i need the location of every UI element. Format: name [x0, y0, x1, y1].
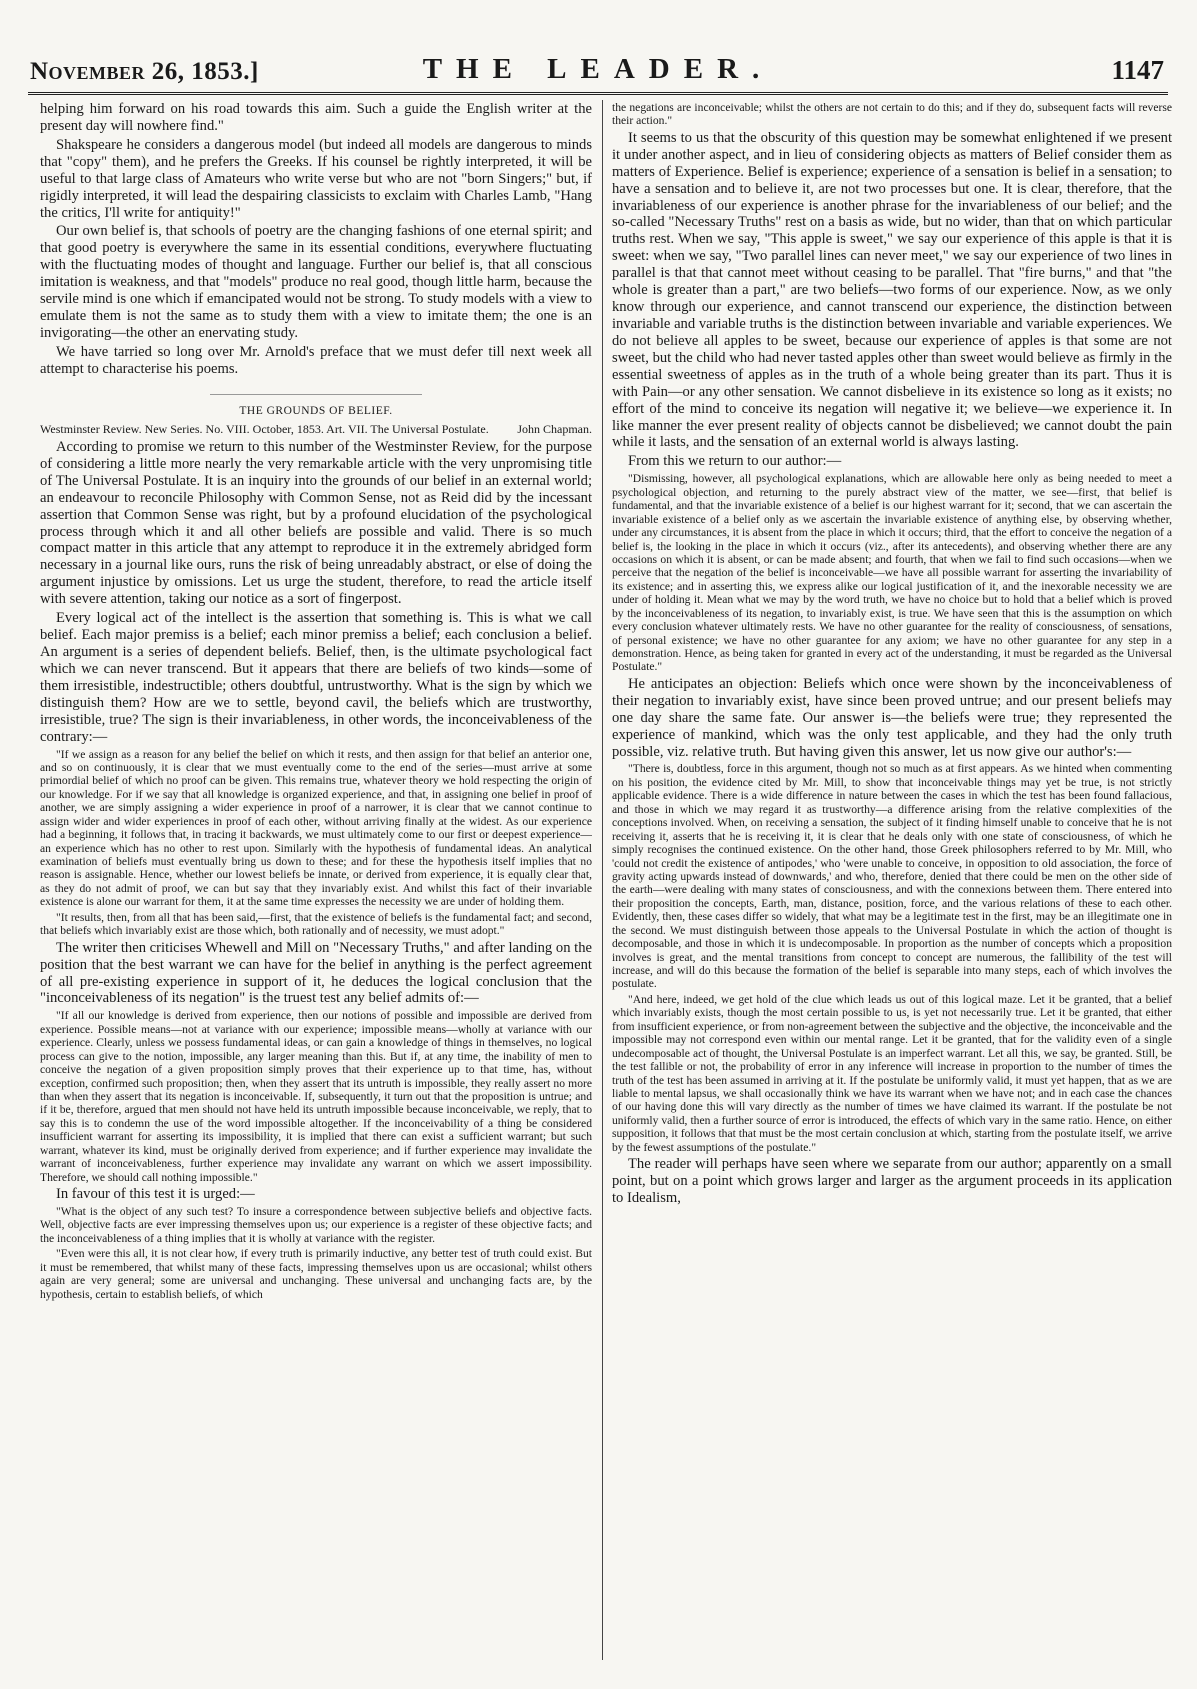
paragraph: We have tarried so long over Mr. Arnold's preface that we must defer till next week all attempt to characterise his poems.	[40, 343, 592, 377]
newspaper-title: THE LEADER.	[422, 53, 774, 85]
paragraph: From this we return to our author:—	[628, 453, 842, 470]
page-number: 1147	[1111, 55, 1164, 85]
quotation: the negations are inconceivable; whilst the others are not certain to do this; and if they do, subsequent facts will reverse their action."	[612, 101, 1172, 128]
paragraph: It seems to us that the obscurity of this question may be somewhat enlightened if we present it under another aspect, and in lieu of considering objects as matters of Belief consider them as matters of Experience. Belief is experience; experience of a sensation is belief in a sensation; to have a sensation and to believe it, are not two processes but one. It is clear, therefore, that the invariableness of our experience is another phrase for the invariableness of our belief; and the so-called "Necessary Truths" rest on a basis as wide, but no wider, than that on which particular truths rest. When we say, "This apple is sweet," we say our experience of this apple is that it is sweet: when we say, "Two parallel lines can never meet," we say our experience of two lines in parallel is that that cannot meet without ceasing to be parallel. That "fire burns," and that "the whole is greater than a part," are two beliefs—two forms of our experience. Now, as we only know through our experience, and cannot transcend our experience, the distinction between invariable and variable truths is the distinction between invariable and variable experiences. We do not believe all apples to be sweet, because our experience of apples is that some are not sweet, but the child who had never tasted apples other than sweet would believe as firmly in the essential sweetness of apples as in the truth of a whole being greater than its part. Thus it is with Pain—or any other sensation. We cannot disbelieve in its existence so long as it exists; no effort of the mind to conceive its negation will negative it; we believe—we experience it. In like manner the ever present reality of objects cannot be disbelieved; we cannot doubt the pain while it lasts, and the sensation of an external world is always lasting.	[612, 129, 1172, 451]
issue-date: November 26, 1853.]	[30, 58, 259, 85]
paragraph: Our own belief is, that schools of poetry are the changing fashions of one eternal spirit; and that good poetry is everywhere the same in its essential conditions, everywhere fluctuating with the fluctuating modes of thought and language. Further our belief is, that all conscious imitation is weakness, and that "models" produce no real good, though little harm, because the servile mind is one which if emancipated would not be strong. To study models with a view to emulate them is not the same as to study them with a view to imitate them; the one is an invigorating—the other an enervating study.	[40, 223, 592, 341]
quotation: "Even were this all, it is not clear how, if every truth is primarily inductive, any better test of truth could exist. But it must be remembered, that whilst many of these facts, impressing themselves upon us are occasional; whilst others again are very general; some are universal and unchanging. These universal and unchanging facts are, by the hypothesis, certain to establish beliefs, of which	[40, 1247, 592, 1301]
paragraph: Every logical act of the intellect is the assertion that something is. This is what we call belief. Each major premiss is a belief; each minor premiss a belief; each conclusion a belief. An argument is a series of dependent beliefs. Belief, then, is the ultimate psychological fact which we can never transcend. But it appears that there are beliefs of two kinds—some of them irresistible, indestructible; others doubtful, untrustworthy. What is the sign by which we distinguish them? How are we to settle, beyond cavil, the beliefs which are trustworthy, irresistible, true? The sign is their invariableness, in other words, the inconceivableness of the contrary:—	[40, 610, 592, 745]
right-column	[612, 101, 1172, 1671]
paragraph: The writer then criticises Whewell and Mill on "Necessary Truths," and after landing on the position that the best warrant we can have for the belief in anything is the perfect agreement of all pre-existing experience in support of it, he deduces the logical conclusion that the "inconceivableness of its negation" is the truest test any belief admits of:—	[40, 939, 592, 1007]
quotation: "It results, then, from all that has been said,—first, that the existence of beliefs is the fundamental fact; and second, that beliefs which invariably exist are those which, both rationally and of necessity, we must adopt."	[40, 910, 592, 938]
paragraph: Shakspeare he considers a dangerous model (but indeed all models are dangerous to minds that "copy" them), and he prefers the Greeks. If his counsel be rightly interpreted, it will be useful to that large class of Amateurs who write verse but who are not "born Singers;" but, if rigidly interpreted, it will lead the despairing classicists to exclaim with Charles Lamb, "Hang the critics, I'll write for antiquity!"	[40, 136, 592, 221]
column-divider	[602, 100, 603, 1660]
quotation: "Dismissing, however, all psychological explanations, which are allowable here only as being needed to meet a psychological objection, and returning to the purely abstract view of the matter, we see—first, that belief is fundamental, and that the invariable existence of a belief is our highest warrant for it; second, that we can ascertain the invariable existence of a belief only as we ascertain the invariable existence of anything else, by observing whether, under any circumstances, it is absent from the place in which it occurs; third, that the effort to conceive the negation of a belief is, the looking in the place in which it occurs (viz., after its antecedents), and observing whether there are any occasions on which it is absent, or can be made absent; and fourth, that when we fail to find such occasions—when we perceive that the negation of the belief is inconceivable—we have all possible warrant for asserting the invariability of its existence; and in asserting this, we express alike our logical justification of it, and the inexorable necessity we are under of holding it. Mean what we may by the word truth, we have no choice but to hold that a belief which is proved by the inconceivableness of its negation, to invariably exist, is true. We have seen that this is the assumption on which every conclusion whatever ultimately rests. We have no other guarantee for the reality of consciousness, of sensations, of personal existence; we have no other guarantee for any axiom; we have no other guarantee for any step in a demonstration. Hence, as being taken for granted in every act of the understanding, it must be regarded as the Universal Postulate."	[612, 472, 1172, 674]
quotation: "And here, indeed, we get hold of the clue which leads us out of this logical maze. Let it be granted, that a belief which invariably exists, though the most certain possible to us, is yet not necessarily true. Let it be granted, that either from insufficient experience, or from non-agreement between the subjective and the objective, the inconceivable and the impossible may not correspond even within our mental range. Let it be granted, that for the validity even of a single undecomposable act of thought, the Universal Postulate is an imperfect warrant. Let all this, we say, be granted. Still, be the test fallible or not, the probability of error in any inference will increase in proportion to the number of times the truth of the test has been assumed in arriving at it. If the postulate be uniformly valid, it must yet happen, that as we are liable to mental lapsus, we shall occasionally think we have its warrant when we have not; and in each case the chances of our having done this will vary directly as the number of times we have claimed its warrant. If the postulate be not uniformly valid, then a further source of error is introduced, the effects of which vary in the same ratio. Hence, on either supposition, it follows that that must be the most certain conclusion at which, starting from the postulate itself, we arrive by the fewest assumptions of the postulate."	[612, 992, 1172, 1154]
paragraph: In favour of this test it is urged:—	[56, 1186, 255, 1203]
quotation: "If we assign as a reason for any belief the belief on which it rests, and then assign for that belief an anterior one, and so on continuously, it is clear that we must eventually come to the end of the series—must arrive at some primordial belief of which no proof can be given. This remains true, whatever theory we hold respecting the origin of our knowledge. For if we say that all knowledge is organized experience, and that, in assigning one belief in proof of another, we are simply assigning a wider experience in proof of a narrower, it is clear that we cannot continue to assign wider and wider experiences in proof of each other, without arriving finally at the widest. As our experience had a beginning, it follows that, in tracing it backwards, we must ultimately come to our first or deepest experience—an experience which has no other to rest upon. Similarly with the hypothesis of fundamental ideas. An analytical examination of beliefs must eventually bring us down to these; and for these the hypothesis itself implies that no reason is assignable. Hence, whether our lowest beliefs be innate, or derived from experience, it is equally clear that, as they do not admit of proof, we can but say that they invariably exist. And whilst this fact of their invariable existence is alone our warrant for them, it at the same time expresses the necessity we are under of holding them.	[40, 747, 592, 909]
left-column	[40, 101, 592, 1671]
quotation: "If all our knowledge is derived from experience, then our notions of possible and impossible are derived from experience. Possible means—not at variance with our experience; impossible means—wholly at variance with our experience. Clearly, unless we possess fundamental ideas, or can gain a knowledge of things in themselves, no logical process can give to the notion, impossible, any larger meaning than this. But if, at any time, the inability of men to conceive the negation of a given proposition simply proves that their experience up to that time, has, without exception, confirmed such proposition; then, when they assert that its untruth is impossible, they really assert no more than when they assert that its negation is inconceivable. If, subsequently, it turn out that the proposition is untrue; and if it be, therefore, argued that men should not have held its untruth impossible because inconceivable, we reply, that to say this is to condemn the use of the word impossible altogether. If the inconceivability of a thing be considered insufficient warrant for asserting its impossibility, it is implied that there can exist a sufficient warrant; but such warrant, whatever its kind, must be originally derived from experience; and if further experience may invalidate the warrant of inconceivableness, further experience may invalidate any warrant on which we assert impossibility. Therefore, we should call nothing impossible."	[40, 1009, 592, 1184]
quotation: "What is the object of any such test? To insure a correspondence between subjective beliefs and objective facts. Well, objective facts are ever impressing themselves upon us; our experience is a register of these objective facts; and the inconceivableness of a thing implies that it is wholly at variance with the register.	[40, 1204, 592, 1245]
paragraph: The reader will perhaps have seen where we separate from our author; apparently on a small point, but on a point which grows larger and larger as the argument proceeds in its application to Idealism,	[612, 1156, 1172, 1207]
quotation: "There is, doubtless, force in this argument, though not so much as at first appears. As we hinted when commenting on his position, the evidence cited by Mr. Mill, to show that inconceivable things may yet be true, is not strictly applicable evidence. There is a wide difference in nature between the cases in which the test has been found fallacious, and those in which we may regard it as trustworthy—a difference arising from the relative complexities of the conceptions involved. When, on receiving a sensation, the subject of it finding himself unable to conceive that he is not receiving it, asserts that he is receiving it, it is clear that he deals only with one state of consciousness, of which he simply recognises the continued existence. On the other hand, those Greek philosophers referred to by Mr. Mill, who 'could not credit the existence of antipodes,' who 'were unable to conceive, in opposition to old association, the force of gravity acting upwards instead of downwards,' and who, therefore, denied that there could be men on the other side of the earth—were dealing with many states of consciousness, and with the connexions between them. There entered into their proposition the concepts, Earth, man, distance, position, force, and the various relations of these to each other. Evidently, then, these cases differ so widely, that what may be a legitimate test in the first, may be an illegitimate one in the second. We must distinguish between those appeals to the Universal Postulate in which the action of thought is decomposable, and those in which it is undecomposable. In proportion as the number of concepts which a proposition involves is great, and the mental transitions from concept to concept are numerous, the fallibility of the test will increase, and will do this because the formation of the belief is separable into many steps, each of which involves the postulate.	[612, 762, 1172, 991]
paragraph: According to promise we return to this number of the Westminster Review, for the purpose of considering a little more nearly the very remarkable article with the very unpromising title of The Universal Postulate. It is an inquiry into the grounds of our belief in an external world; an endeavour to reconcile Philosophy with Common Sense, not as Reid did by the incessant assertion that Common Sense was right, but by a profound elucidation of the psychological process through which it and all other beliefs are possible and valid. There is so much compact matter in this article that any attempt to reproduce it in the extremely abridged form necessary in a journal like ours, runs the risk of being unreadably abstract, or else of doing the argument injustice by omissions. Let us urge the student, therefore, to read the article itself with severe attention, taking our notice as a sort of fingerpost.	[40, 438, 592, 608]
paragraph: helping him forward on his road towards this aim. Such a guide the English writer at the present day will nowhere find."	[40, 101, 592, 134]
section-title: THE GROUNDS OF BELIEF.	[210, 394, 422, 419]
citation-text: Westminster Review. New Series. No. VIII. October, 1853. Art. VII. The Universal Postulate.	[40, 421, 489, 436]
page-header	[28, 50, 1168, 95]
citation-publisher: John Chapman.	[517, 421, 592, 436]
paragraph: He anticipates an objection: Beliefs which once were shown by the inconceivableness of their negation to invariably exist, have since been proved untrue; and our present beliefs may one day share the same fate. Our answer is—the beliefs were true; they represented the experience of mankind, which was the only test applicable, and they had the only truth possible, viz. relative truth. But having given this answer, let us now give our author's:—	[612, 675, 1172, 760]
review-citation	[40, 422, 592, 436]
